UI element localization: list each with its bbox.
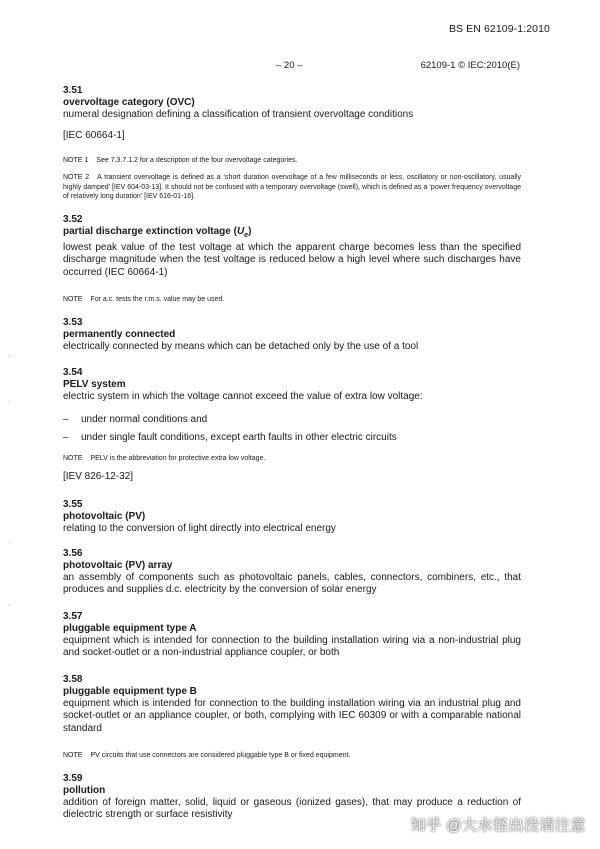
entry-number: 3.56 bbox=[63, 547, 83, 559]
entry-note bbox=[63, 454, 521, 464]
standard-code: BS EN 62109-1:2010 bbox=[448, 23, 550, 35]
entry-3-53 bbox=[63, 317, 521, 354]
entry-number: 3.53 bbox=[63, 316, 83, 328]
entry-number: 3.54 bbox=[63, 367, 83, 378]
entry-definition: equipment which is intended for connection to the building installation wiring via an industrial plug and socket-outlet or an appliance coupler, or both, complying with IEC 60309 or with a comparable national standard bbox=[63, 697, 521, 734]
entry-3-52 bbox=[63, 214, 521, 305]
entry-term: photovoltaic (PV) bbox=[63, 511, 146, 522]
entry-3-55 bbox=[63, 499, 521, 536]
margin-mark: · bbox=[8, 352, 11, 361]
note-label: NOTE bbox=[63, 454, 83, 462]
watermark: 知乎 @大水怪出没请注意 bbox=[410, 817, 586, 834]
list-dash: – bbox=[63, 431, 69, 443]
entry-term: PELV system bbox=[63, 379, 126, 390]
note-text: A transient overvoltage is defined as a ‘short duration overvoltage of a few milliseconds or less, oscillatory or non-oscillatory, usually highly damped’ [IEV 604-03-13]. It should not be confused with a temporary overvoltage (swell), which is defined as a ‘power frequency overvoltage of relatively long duration’ [IEV 616-01-16]. bbox=[63, 174, 521, 200]
entry-term: photovoltaic (PV) array bbox=[63, 559, 173, 571]
margin-mark: ` bbox=[8, 604, 11, 613]
entry-number: 3.59 bbox=[63, 772, 83, 784]
entry-term: pollution bbox=[63, 784, 106, 796]
note-text: See 7.3.7.1.2 for a description of the four overvoltage categories. bbox=[96, 156, 298, 164]
standard-reference: 62109-1 © IEC:2010(E) bbox=[420, 60, 520, 71]
entry-definition: numeral designation defining a classification of transient overvoltage conditions bbox=[63, 109, 414, 120]
entry-3-51 bbox=[63, 85, 521, 202]
entry-note bbox=[63, 751, 521, 761]
page-number: – 20 – bbox=[276, 60, 303, 71]
entry-definition: addition of foreign matter, solid, liquid or gaseous (ionized gases), that may produce a reduction of dielectric strength or surface resistivity bbox=[63, 796, 521, 820]
entry-3-54 bbox=[63, 367, 521, 483]
note-label: NOTE bbox=[63, 296, 83, 303]
term-text: partial discharge extinction voltage ( bbox=[63, 225, 237, 237]
note-text: PV circuits that use connectors are considered pluggable type B or fixed equipment. bbox=[90, 752, 351, 759]
margin-mark: ` bbox=[8, 400, 11, 409]
entry-3-56 bbox=[63, 548, 521, 597]
entry-number: 3.55 bbox=[63, 499, 83, 510]
list-dash: – bbox=[63, 413, 69, 425]
entry-number: 3.57 bbox=[63, 610, 83, 622]
entry-reference: [IEV 826-12-32] bbox=[63, 471, 134, 482]
entry-note bbox=[63, 295, 521, 305]
entry-number: 3.58 bbox=[63, 673, 83, 685]
definitions-content bbox=[63, 85, 521, 822]
list-item bbox=[63, 414, 521, 426]
entry-3-58 bbox=[63, 674, 521, 761]
entry-number: 3.52 bbox=[63, 213, 83, 225]
entry-term: pluggable equipment type B bbox=[63, 685, 197, 697]
entry-note bbox=[63, 173, 521, 202]
note-label: NOTE 1 bbox=[63, 156, 89, 164]
note-label: NOTE bbox=[63, 752, 83, 759]
entry-definition: relating to the conversion of light directly into electrical energy bbox=[63, 523, 336, 534]
entry-term bbox=[63, 226, 521, 242]
entry-note bbox=[63, 156, 521, 166]
term-text-end: ) bbox=[248, 225, 252, 237]
entry-term: overvoltage category (OVC) bbox=[63, 97, 195, 108]
term-subscript: e bbox=[244, 231, 249, 239]
margin-mark: · bbox=[8, 538, 11, 547]
entry-term: pluggable equipment type A bbox=[63, 622, 197, 634]
note-text: For a.c. tests the r.m.s. value may be used. bbox=[90, 296, 225, 303]
entry-reference: [IEC 60664-1] bbox=[63, 129, 125, 141]
list-item-text: under normal conditions and bbox=[81, 413, 208, 425]
list-item-text: under single fault conditions, except earth faults in other electric circuits bbox=[81, 431, 397, 443]
entry-definition: electric system in which the voltage cannot exceed the value of extra low voltage: bbox=[63, 391, 423, 402]
entry-definition: equipment which is intended for connection to the building installation wiring via a non-industrial plug and socket-outlet or a non-industrial appliance coupler, or both bbox=[63, 634, 521, 658]
entry-number: 3.51 bbox=[63, 85, 83, 96]
entry-definition: an assembly of components such as photovoltaic panels, cables, connectors, combiners, etc., that produces and supplies d.c. electricity by the conversion of solar energy bbox=[63, 571, 521, 595]
note-label: NOTE 2 bbox=[63, 174, 90, 181]
term-symbol: U bbox=[236, 225, 245, 237]
entry-3-57 bbox=[63, 611, 521, 660]
entry-definition: electrically connected by means which can be detached only by the use of a tool bbox=[63, 340, 419, 352]
note-text: PELV is the abbreviation for protective extra low voltage. bbox=[90, 454, 266, 462]
entry-term: permanently connected bbox=[63, 328, 176, 340]
entry-definition: lowest peak value of the test voltage at which the apparent charge becomes less than the specified discharge magnitude when the test voltage is reduced below a high level where such discharges have occurred (IEC 60664-1) bbox=[63, 241, 521, 278]
list-item bbox=[63, 432, 521, 444]
